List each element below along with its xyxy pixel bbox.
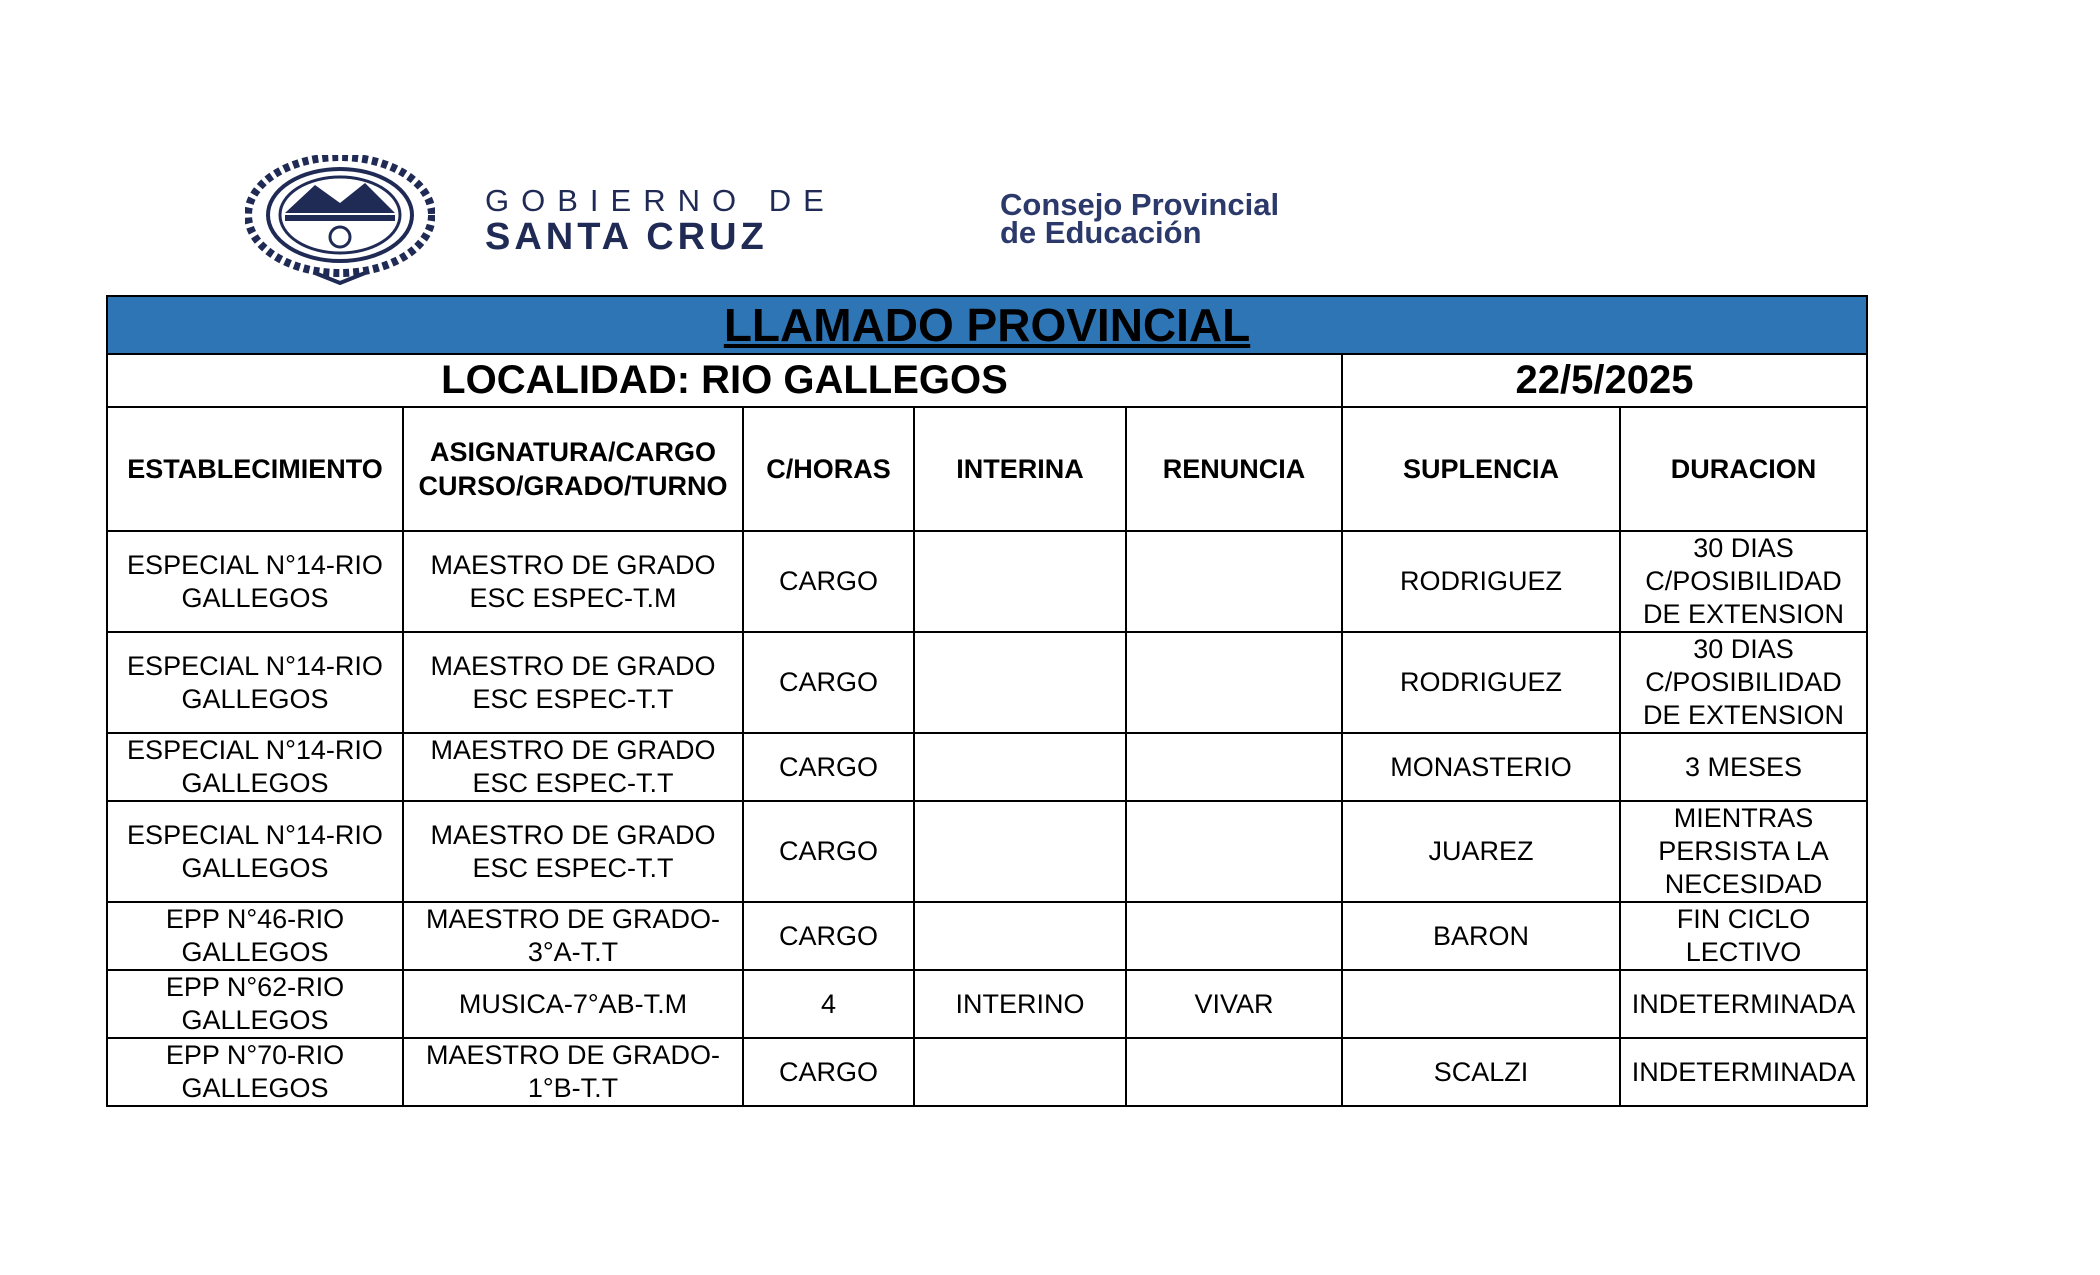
table-cell: INTERINO (914, 970, 1126, 1038)
table-cell (1342, 970, 1620, 1038)
table-row (107, 632, 1867, 733)
locality-row (107, 354, 1867, 407)
table-row (107, 531, 1867, 632)
table-cell: EPP N°62-RIO GALLEGOS (107, 970, 403, 1038)
table-cell: ESPECIAL N°14-RIO GALLEGOS (107, 531, 403, 632)
table-row (107, 970, 1867, 1038)
table-cell: MAESTRO DE GRADO-3°A-T.T (403, 902, 743, 970)
table-cell: 30 DIAS C/POSIBILIDAD DE EXTENSION (1620, 632, 1867, 733)
table-cell (1126, 632, 1342, 733)
table-cell: FIN CICLO LECTIVO (1620, 902, 1867, 970)
table-cell (1126, 531, 1342, 632)
table-row (107, 902, 1867, 970)
table-cell: MAESTRO DE GRADO ESC ESPEC-T.T (403, 632, 743, 733)
table-cell: CARGO (743, 1038, 914, 1106)
council-line-2: de Educación (1000, 215, 1202, 250)
table-row (107, 733, 1867, 801)
table-cell: JUAREZ (1342, 801, 1620, 902)
government-line-1: GOBIERNO DE (485, 183, 836, 218)
column-header: ESTABLECIMIENTO (107, 407, 403, 531)
table-cell: MAESTRO DE GRADO ESC ESPEC-T.T (403, 801, 743, 902)
column-header: INTERINA (914, 407, 1126, 531)
table-cell: 3 MESES (1620, 733, 1867, 801)
document-date: 22/5/2025 (1342, 354, 1867, 407)
table-cell: CARGO (743, 733, 914, 801)
column-header: DURACION (1620, 407, 1867, 531)
table-cell: ESPECIAL N°14-RIO GALLEGOS (107, 632, 403, 733)
table-cell (1126, 801, 1342, 902)
table-cell: MIENTRAS PERSISTA LA NECESIDAD (1620, 801, 1867, 902)
government-name (485, 185, 836, 257)
table-cell: MAESTRO DE GRADO ESC ESPEC-T.T (403, 733, 743, 801)
table-cell (914, 1038, 1126, 1106)
table-cell (1126, 902, 1342, 970)
table-cell: 4 (743, 970, 914, 1038)
table-cell: RODRIGUEZ (1342, 531, 1620, 632)
table-cell: EPP N°46-RIO GALLEGOS (107, 902, 403, 970)
table-row (107, 1038, 1867, 1106)
table-cell: RODRIGUEZ (1342, 632, 1620, 733)
column-header: SUPLENCIA (1342, 407, 1620, 531)
document-title: LLAMADO PROVINCIAL (107, 296, 1867, 354)
table-cell: ESPECIAL N°14-RIO GALLEGOS (107, 733, 403, 801)
vacancy-table (106, 295, 1868, 1107)
table-cell (914, 902, 1126, 970)
table-cell: ESPECIAL N°14-RIO GALLEGOS (107, 801, 403, 902)
table-cell: INDETERMINADA (1620, 1038, 1867, 1106)
table-cell (1126, 1038, 1342, 1106)
table-cell: EPP N°70-RIO GALLEGOS (107, 1038, 403, 1106)
table-cell (914, 632, 1126, 733)
table-cell: MAESTRO DE GRADO-1°B-T.T (403, 1038, 743, 1106)
header-logos (245, 155, 1425, 285)
column-header-row (107, 407, 1867, 531)
table-cell: VIVAR (1126, 970, 1342, 1038)
table-cell (1126, 733, 1342, 801)
table-cell: INDETERMINADA (1620, 970, 1867, 1038)
column-header: C/HORAS (743, 407, 914, 531)
table-cell: 30 DIAS C/POSIBILIDAD DE EXTENSION (1620, 531, 1867, 632)
table-cell: SCALZI (1342, 1038, 1620, 1106)
table-cell (914, 801, 1126, 902)
table-cell: CARGO (743, 801, 914, 902)
locality-label: LOCALIDAD: RIO GALLEGOS (107, 354, 1342, 407)
council-name (1000, 187, 1280, 250)
table-cell (914, 531, 1126, 632)
title-row (107, 296, 1867, 354)
government-line-2: SANTA CRUZ (485, 216, 768, 258)
table-cell: MAESTRO DE GRADO ESC ESPEC-T.M (403, 531, 743, 632)
table-cell (914, 733, 1126, 801)
province-seal-icon (245, 155, 435, 285)
table-cell: MUSICA-7°AB-T.M (403, 970, 743, 1038)
column-header: ASIGNATURA/CARGO CURSO/GRADO/TURNO (403, 407, 743, 531)
table-cell: CARGO (743, 632, 914, 733)
column-header: RENUNCIA (1126, 407, 1342, 531)
table-cell: CARGO (743, 902, 914, 970)
table-cell: MONASTERIO (1342, 733, 1620, 801)
council-line-1: Consejo Provincial (1000, 187, 1280, 222)
table-row (107, 801, 1867, 902)
table-cell: CARGO (743, 531, 914, 632)
table-cell: BARON (1342, 902, 1620, 970)
